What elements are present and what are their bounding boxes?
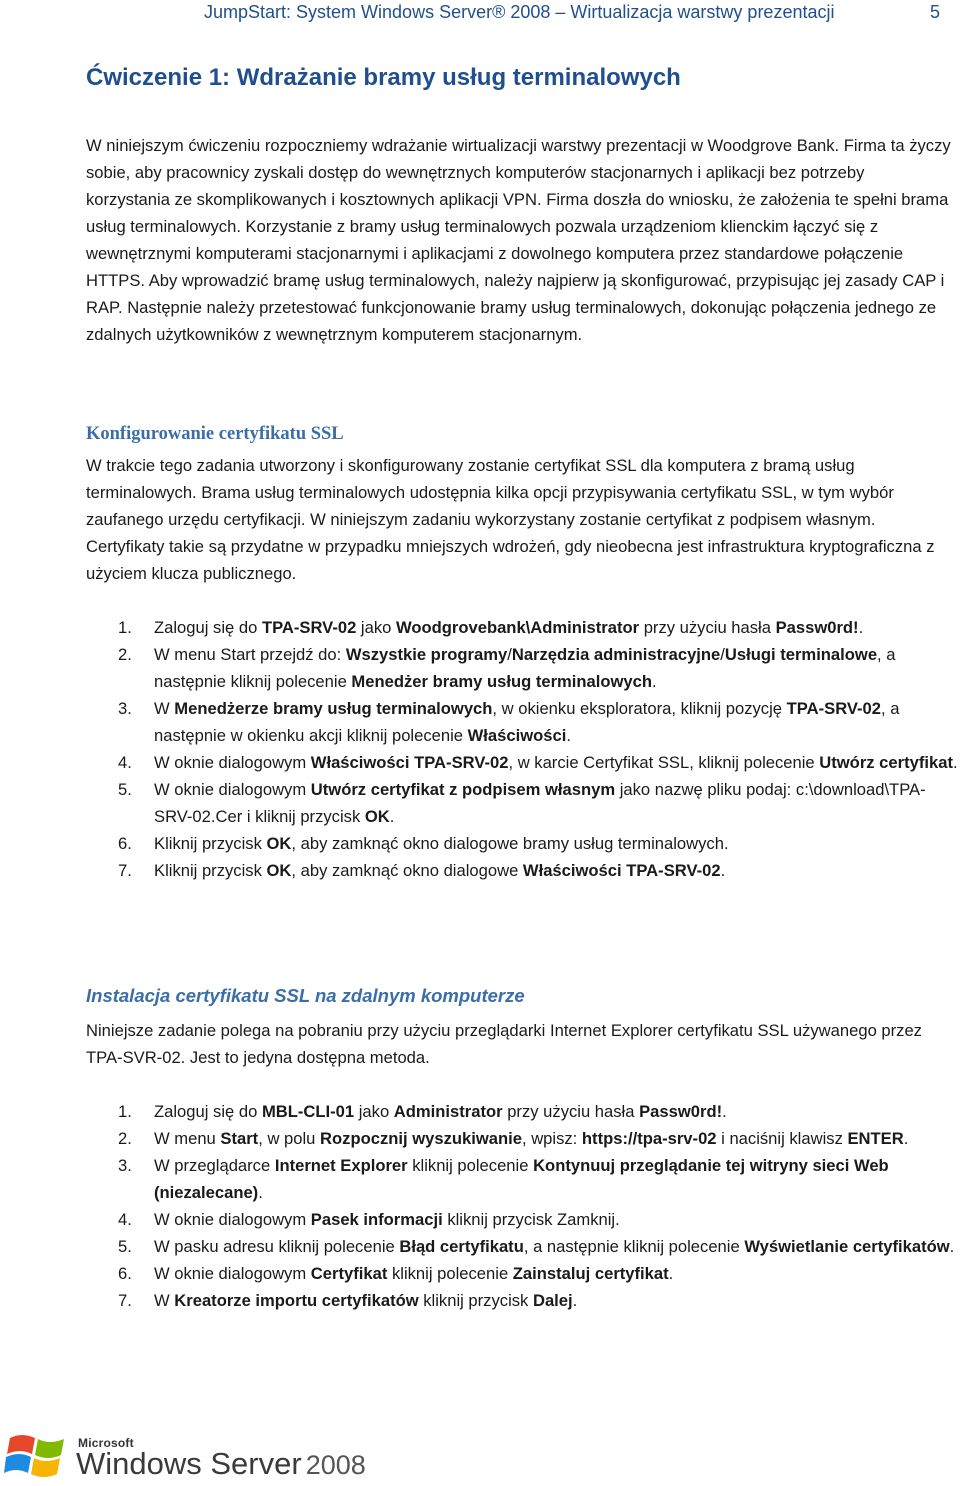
steps-list-ssl-config xyxy=(86,614,960,884)
step-text: W przeglądarce xyxy=(154,1156,275,1175)
step-text: Kliknij przycisk xyxy=(154,834,267,853)
step-text: W oknie dialogowym xyxy=(154,1264,311,1283)
step-item xyxy=(86,1125,960,1152)
step-item xyxy=(86,830,960,857)
step-number: 3. xyxy=(118,1156,132,1175)
step-emphasis: Menedżerze bramy usług terminalowych xyxy=(174,699,493,718)
step-text: . xyxy=(668,1264,674,1283)
page-header xyxy=(0,0,960,24)
step-emphasis: Rozpocznij wyszukiwanie xyxy=(320,1129,522,1148)
microsoft-label: Microsoft xyxy=(78,1436,134,1450)
product-name xyxy=(76,1446,366,1482)
step-text: W pasku adresu kliknij polecenie xyxy=(154,1237,400,1256)
step-emphasis: Kontynuuj przeglądanie tej witryny sieci Web (niezalecane) xyxy=(154,1156,889,1202)
step-emphasis: Błąd certyfikatu xyxy=(399,1237,524,1256)
step-text: , w polu xyxy=(258,1129,321,1148)
step-item xyxy=(86,776,960,830)
step-text: . xyxy=(652,672,657,691)
step-emphasis: OK xyxy=(266,861,292,880)
step-text: Zaloguj się do xyxy=(154,1102,262,1121)
step-number: 3. xyxy=(118,699,132,718)
step-number: 1. xyxy=(118,618,132,637)
step-text: . xyxy=(258,1183,263,1202)
step-emphasis: TPA-SRV-02 xyxy=(261,618,357,637)
step-text: , a następnie kliknij polecenie xyxy=(154,645,896,691)
step-text: . xyxy=(952,753,958,772)
step-text: , a następnie kliknij polecenie xyxy=(523,1237,745,1256)
step-number: 4. xyxy=(118,753,132,772)
step-item xyxy=(86,695,960,749)
step-text: . xyxy=(566,726,571,745)
step-emphasis: Woodgrovebank\Administrator xyxy=(395,618,640,637)
step-text: jako nazwę pliku podaj: c:\download\TPA-SRV-02.Cer i kliknij przycisk xyxy=(154,780,926,826)
step-text: kliknij polecenie xyxy=(407,1156,534,1175)
step-emphasis: Wszystkie programy xyxy=(345,645,508,664)
step-emphasis: Start xyxy=(220,1129,259,1148)
step-emphasis: Zainstaluj certyfikat xyxy=(512,1264,669,1283)
product-year: 2008 xyxy=(305,1450,366,1480)
step-text: / xyxy=(720,645,725,664)
step-number: 4. xyxy=(118,1210,132,1229)
step-number: 7. xyxy=(118,1291,132,1310)
step-number: 6. xyxy=(118,834,132,853)
step-text: kliknij przycisk Zamknij. xyxy=(442,1210,620,1229)
step-text: i naciśnij klawisz xyxy=(716,1129,848,1148)
step-emphasis: Passw0rd! xyxy=(775,618,859,637)
exercise-intro: W niniejszym ćwiczeniu rozpoczniemy wdrażanie wirtualizacji warstwy prezentacji w Woodgrove Bank. Firma ta życzy sobie, aby pracownicy zyskali dostęp do wewnętrznych komputerów stacjonarnych i aplikacji bez potrzeby korzystania ze skomplikowanych i kosztownych aplikacji VPN. Firma doszła do wniosku, że założenia te spełni brama usług terminalowych. Korzystanie z bramy usług terminalowych pozwala urządzeniom klienckim łączyć się z wewnętrznymi komputerami stacjonarnymi i aplikacjami z dowolnego komputera przez standardowe połączenie HTTPS. Aby wprowadzić bramę usług terminalowych, należy najpierw ją skonfigurować, przypisując jej zasady CAP i RAP. Następnie należy przetestować funkcjonowanie bramy usług terminalowych, dokonując połączenia jednego ze zdalnych użytkowników z wewnętrznym komputerem stacjonarnym. xyxy=(86,136,951,344)
step-number: 2. xyxy=(118,1129,132,1148)
step-text: jako xyxy=(354,1102,394,1121)
windows-flag-icon xyxy=(4,1424,74,1486)
step-text: , aby zamknąć okno dialogowe xyxy=(291,861,523,880)
step-emphasis: Utwórz certyfikat xyxy=(819,753,953,772)
step-text: przy użyciu hasła xyxy=(639,618,776,637)
step-emphasis: Usługi terminalowe xyxy=(724,645,878,664)
step-emphasis: TPA-SRV-02 xyxy=(786,699,882,718)
step-item xyxy=(86,1287,960,1314)
section-description-ssl-install: Niniejsze zadanie polega na pobraniu przy użyciu przeglądarki Internet Explorer certyfikatu SSL używanego przez TPA-SVR-02. Jest to jedyna dostępna metoda. xyxy=(86,1021,922,1067)
step-item xyxy=(86,1098,960,1125)
step-item xyxy=(86,1233,960,1260)
steps-list-ssl-install xyxy=(86,1098,960,1314)
product-label: Windows Server xyxy=(76,1446,302,1481)
section-description-ssl-config: W trakcie tego zadania utworzony i skonfigurowany zostanie certyfikat SSL dla komputera z bramą usług terminalowych. Brama usług terminalowych udostępnia kilka opcji przypisywania certyfikatu SSL, w tym wybór zaufanego urzędu certyfikacji. W niniejszym zadaniu wykorzystany zostanie certyfikat z podpisem własnym. Certyfikaty takie są przydatne w przypadku mniejszych wdrożeń, gdy nieobecna jest infrastruktura kryptograficzna z użyciem klucza publicznego. xyxy=(86,456,935,583)
section-title-ssl-config: Konfigurowanie certyfikatu SSL xyxy=(86,424,344,444)
step-text: . xyxy=(949,1237,955,1256)
page-number: 5 xyxy=(929,2,940,22)
step-emphasis: Narzędzia administracyjne xyxy=(511,645,721,664)
step-text: . xyxy=(722,1102,727,1121)
step-text: W oknie dialogowym xyxy=(154,780,311,799)
step-item xyxy=(86,1260,960,1287)
section-title-ssl-install: Instalacja certyfikatu SSL na zdalnym komputerze xyxy=(86,985,525,1006)
step-emphasis: Menedżer bramy usług terminalowych xyxy=(351,672,653,691)
step-text: W menu xyxy=(154,1129,221,1148)
step-emphasis: Internet Explorer xyxy=(274,1156,408,1175)
step-emphasis: Kreatorze importu certyfikatów xyxy=(174,1291,419,1310)
step-number: 5. xyxy=(118,780,132,799)
step-emphasis: MBL-CLI-01 xyxy=(261,1102,355,1121)
windows-server-logo xyxy=(4,1424,384,1486)
step-emphasis: Pasek informacji xyxy=(310,1210,443,1229)
step-emphasis: Wyświetlanie certyfikatów xyxy=(744,1237,950,1256)
step-text: , a następnie w okienku akcji kliknij polecenie xyxy=(154,699,900,745)
step-number: 6. xyxy=(118,1264,132,1283)
step-text: przy użyciu hasła xyxy=(502,1102,640,1121)
step-text: W xyxy=(154,1291,175,1310)
step-emphasis: Właściwości TPA-SRV-02 xyxy=(310,753,509,772)
step-emphasis: Dalej xyxy=(532,1291,573,1310)
step-emphasis: Utwórz certyfikat z podpisem własnym xyxy=(310,780,616,799)
step-text: kliknij polecenie xyxy=(387,1264,513,1283)
step-emphasis: https://tpa-srv-02 xyxy=(581,1129,717,1148)
step-emphasis: Administrator xyxy=(393,1102,503,1121)
step-text: . xyxy=(720,861,726,880)
step-emphasis: Passw0rd! xyxy=(639,1102,723,1121)
step-text: , wpisz: xyxy=(521,1129,582,1148)
step-emphasis: OK xyxy=(364,807,390,826)
step-text: W oknie dialogowym xyxy=(154,1210,311,1229)
step-number: 1. xyxy=(118,1102,132,1121)
step-number: 7. xyxy=(118,861,132,880)
step-text: . xyxy=(903,1129,909,1148)
step-number: 2. xyxy=(118,645,132,664)
step-text: . xyxy=(858,618,864,637)
step-item xyxy=(86,857,960,884)
step-text: Zaloguj się do xyxy=(154,618,262,637)
step-emphasis: ENTER xyxy=(847,1129,904,1148)
step-text: , w okienku eksploratora, kliknij pozycję xyxy=(492,699,787,718)
step-item xyxy=(86,749,960,776)
step-emphasis: OK xyxy=(266,834,292,853)
step-item xyxy=(86,641,960,695)
exercise-title: Ćwiczenie 1: Wdrażanie bramy usług terminalowych xyxy=(86,64,681,91)
step-text: Kliknij przycisk xyxy=(154,861,267,880)
step-emphasis: Właściwości xyxy=(467,726,567,745)
step-text: kliknij przycisk xyxy=(418,1291,533,1310)
step-item xyxy=(86,614,960,641)
step-text: jako xyxy=(356,618,396,637)
header-title: JumpStart: System Windows Server® 2008 – Wirtualizacja warstwy prezentacji xyxy=(204,2,835,22)
step-item xyxy=(86,1206,960,1233)
step-emphasis: Właściwości TPA-SRV-02 xyxy=(522,861,721,880)
step-text: . xyxy=(389,807,395,826)
step-text: , aby zamknąć okno dialogowe bramy usług terminalowych. xyxy=(291,834,729,853)
step-text: / xyxy=(507,645,512,664)
step-number: 5. xyxy=(118,1237,132,1256)
step-item xyxy=(86,1152,960,1206)
step-text: W xyxy=(154,699,175,718)
step-emphasis: Certyfikat xyxy=(310,1264,388,1283)
step-text: W menu Start przejdź do: xyxy=(154,645,346,664)
step-text: W oknie dialogowym xyxy=(154,753,311,772)
step-text: , w karcie Certyfikat SSL, kliknij polecenie xyxy=(508,753,820,772)
step-text: . xyxy=(572,1291,578,1310)
